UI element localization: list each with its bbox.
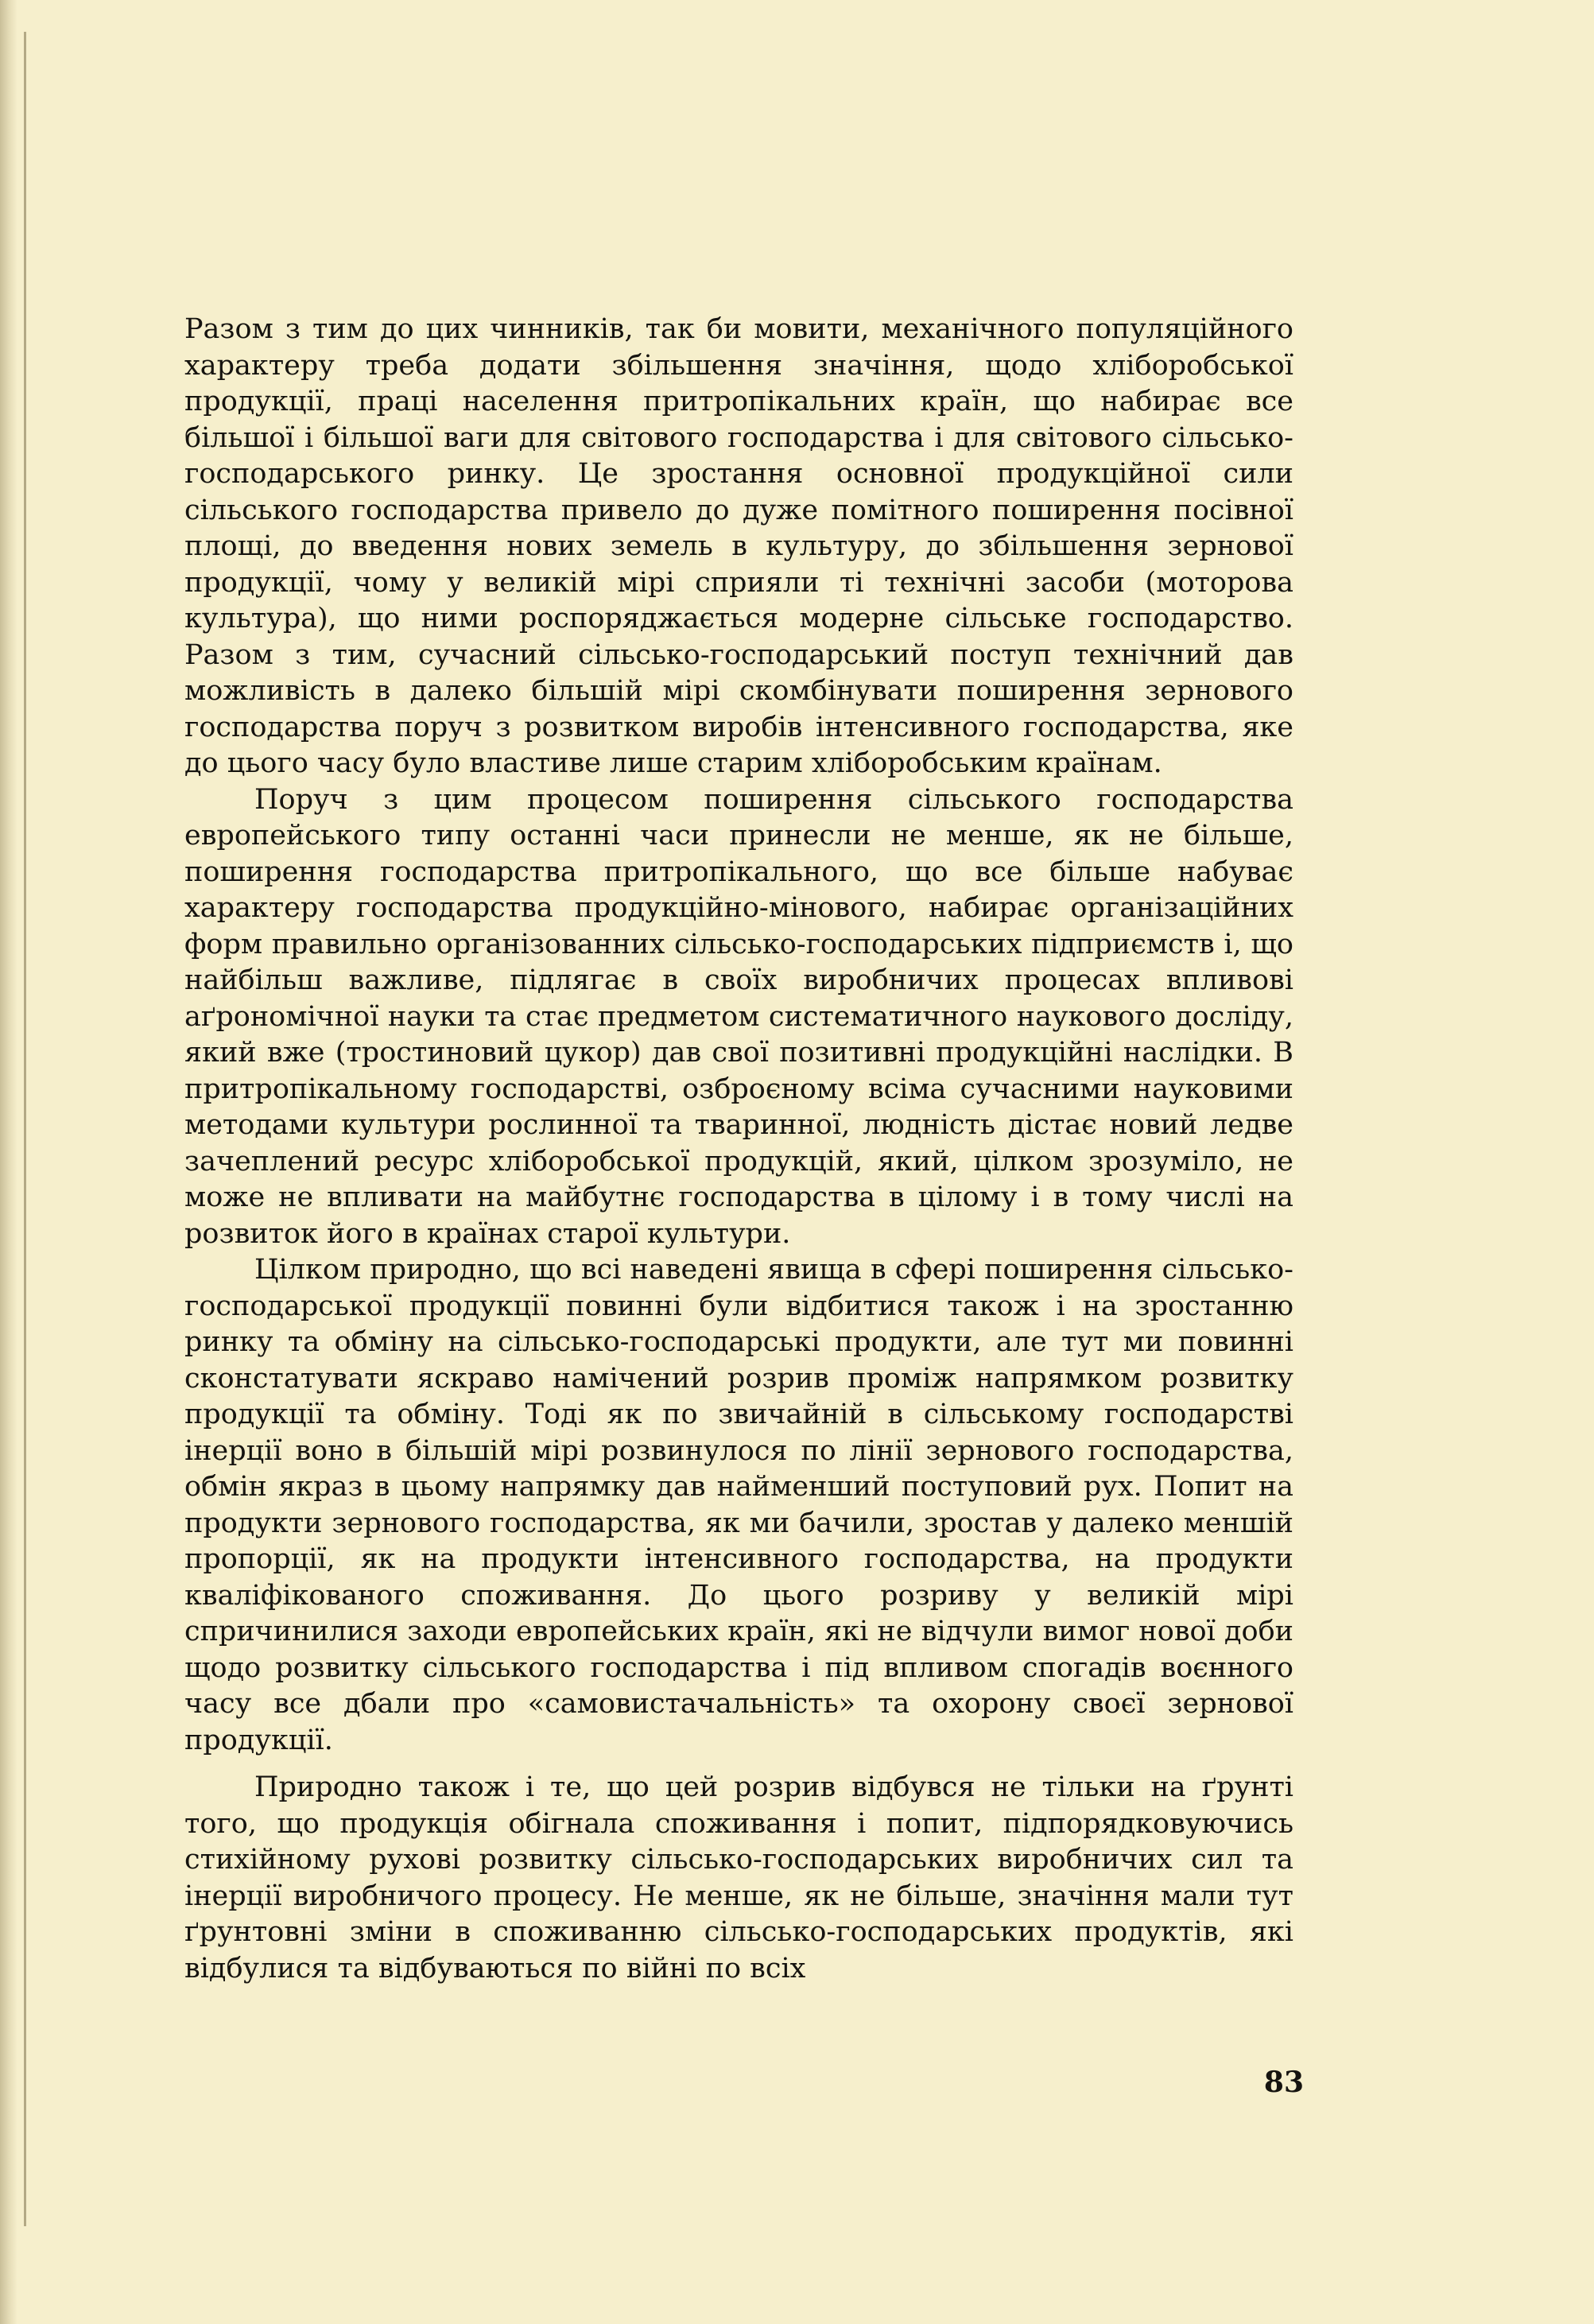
page-edge-line [24, 32, 26, 2226]
paragraph-3: Цілком природно, що всі наведені явища в сфері поширення сільсько-господарської продукції повинні були відбитися також і на зростанню ринку та обміну на сільсько-господарські продукти, але тут ми повинні сконстатувати яскраво намічений розрив проміж напрямком розвитку продукції та обміну. Тоді як по звичайній в сільському господарстві інерції воно в більшій мірі розвинулося по лінії зернового господарства, обмін якраз в цьому напрямку дав найменший поступовий рух. Попит на продукти зернового господарства, як ми бачили, зростав у далеко меншій пропорції, як на продукти інтенсивного господарства, на продукти кваліфікованого споживання. До цього розриву у великій мірі спричинилися заходи европейських країн, які не відчули вимог нової доби щодо розвитку сільського господарства і під впливом спогадів воєнного часу все дбали про «самовистачальність» та охорону своєї зернової продукції. [184, 1254, 1293, 1756]
paragraph-4: Природно також і те, що цей розрив відбувся не тільки на ґрунті того, що продукція обігнала споживання і попит, підпорядковуючись стихійному рухові розвитку сільсько-господарських виробничих сил та інерції виробничого процесу. Не менше, як не більше, значіння мали тут ґрунтовні зміни в споживанню сільсько-господарських продуктів, які відбулися та відбуваються по війні по всіх [184, 1771, 1293, 1985]
page-text-column [184, 312, 1293, 1987]
page-number: 83 [1263, 2066, 1304, 2099]
paragraph-2: Поруч з цим процесом поширення сільського господарства европейського типу останні часи принесли не менше, як не більше, поширення господарства притропікального, що все більше набуває характеру господарства продукційно-мінового, набирає організаційних форм правильно організованних сільсько-господарських підприємств і, що найбільш важливе, підлягає в своїх виробничих процесах впливові аґрономічної науки та стає предметом систематичного наукового досліду, який вже (тростиновий цукор) дав свої позитивні продукційні наслідки. В притропікальному господарстві, озброєному всіма сучасними науковими методами культури рослинної та тваринної, людність дістає новий ледве зачеплений ресурс хліборобської продукцій, який, цілком зрозуміло, не може не впливати на майбутнє господарства в цілому і в тому числі на розвиток його в країнах старої культури. [184, 783, 1293, 1250]
paragraph-1: Разом з тим до цих чинників, так би мовити, механічного популяційного характеру треба додати збільшення значіння, щодо хліборобської продукції, праці населення притропікальних країн, що набирає все більшої і більшої ваги для світового господарства і для світового сільсько-господарського ринку. Це зростання основної продукційної сили сільського господарства привело до дуже помітного поширення посівної площі, до введення нових земель в культуру, до збільшення зернової продукції, чому у великій мірі сприяли ті технічні засоби (моторова культура), що ними роспоряджається модерне сільське господарство. Разом з тим, сучасний сільсько-господарський поступ технічний дав можливість в далеко більшій мірі скомбінувати поширення зернового господарства поруч з розвитком виробів інтенсивного господарства, яке до цього часу було властиве лише старим хліборобським країнам. [184, 313, 1293, 779]
page-binding-shadow [0, 0, 17, 2324]
